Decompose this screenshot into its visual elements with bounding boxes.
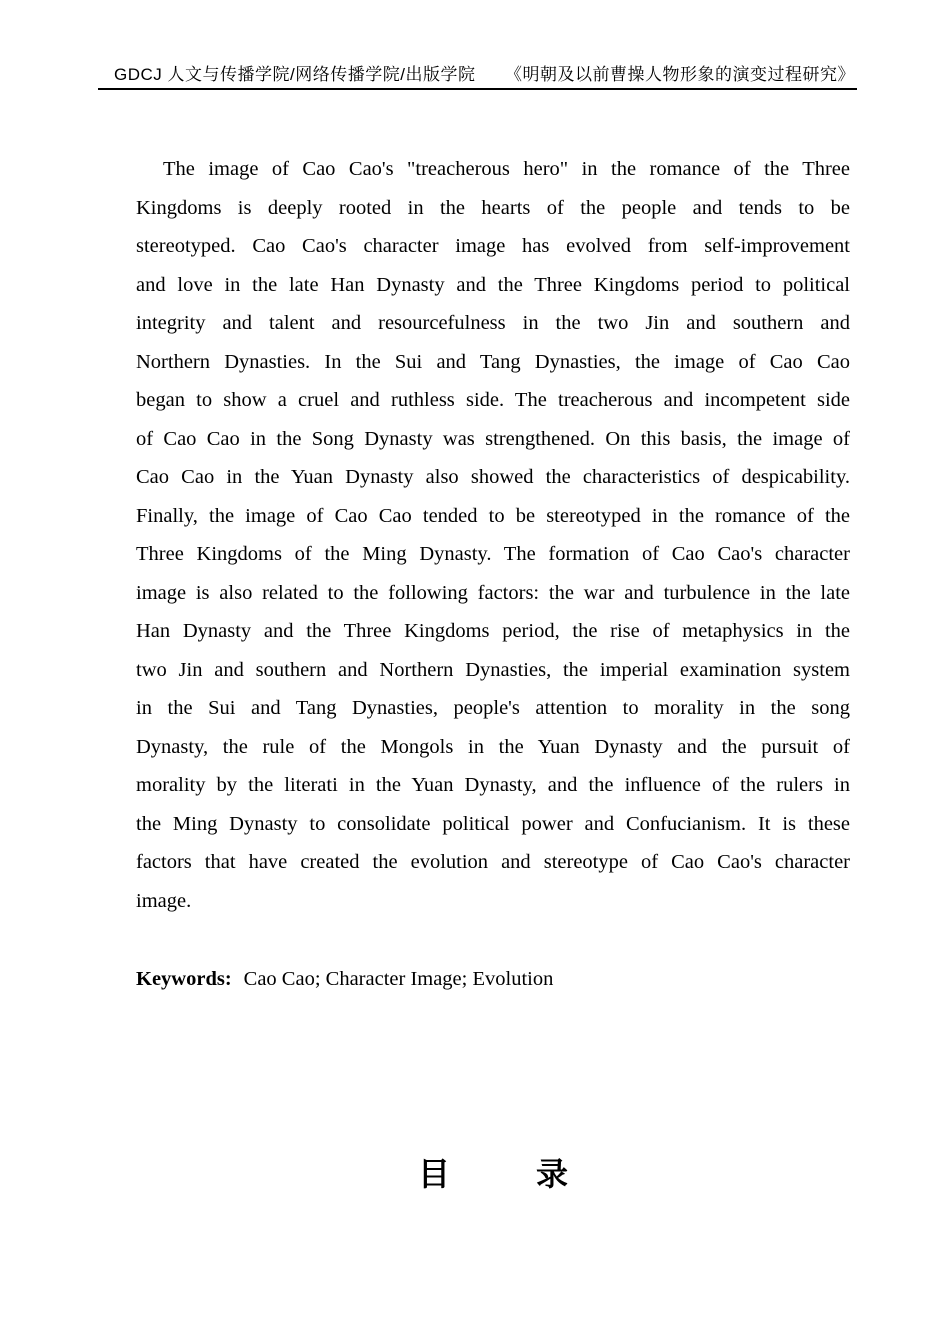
abstract-line: began to show a cruel and ruthless side. The treacherous and incompetent side [136,389,850,411]
abstract-line: Finally, the image of Cao Cao tended to be stereotyped in the romance of the [136,504,850,527]
abstract-paragraph [136,150,850,920]
abstract-line: Northern Dynasties. In the Sui and Tang Dynasties, the image of Cao Cao [136,350,850,373]
abstract-line: Han Dynasty and the Three Kingdoms period, the rise of metaphysics in the [136,620,850,642]
abstract-line: factors that have created the evolution and stereotype of Cao Cao's character [136,851,850,873]
keywords-value: Cao Cao; Character Image; Evolution [243,968,554,990]
abstract-line: the Ming Dynasty to consolidate political power and Confucianism. It is these [136,812,850,835]
abstract-line: Three Kingdoms of the Ming Dynasty. The formation of Cao Cao's character [136,543,850,565]
abstract-line: two Jin and southern and Northern Dynasties, the imperial examination system [136,658,850,681]
abstract-line: of Cao Cao in the Song Dynasty was strengthened. On this basis, the image of [136,427,850,450]
abstract-line: and love in the late Han Dynasty and the Three Kingdoms period to political [136,273,850,296]
abstract-line: Cao Cao in the Yuan Dynasty also showed the characteristics of despicability. [136,466,850,488]
abstract-line: image. [136,889,192,912]
abstract-line: stereotyped. Cao Cao's character image has evolved from self-improvement [136,235,850,257]
abstract-line: image is also related to the following factors: the war and turbulence in the late [136,581,850,604]
toc-heading [136,1152,850,1196]
abstract-line: Kingdoms is deeply rooted in the hearts of the people and tends to be [136,196,850,219]
page-header [98,60,857,90]
abstract-line: Dynasty, the rule of the Mongols in the Yuan Dynasty and the pursuit of [136,735,850,758]
toc-heading-char-1: 目 [417,1156,450,1192]
header-department-text: GDCJ 人文与传播学院/网络传播学院/出版学院 [114,65,476,84]
header-thesis-title-text: 《明朝及以前曹操人物形象的演变过程研究》 [505,65,855,84]
abstract-line: The image of Cao Cao's "treacherous hero" in the romance of the Three [163,158,850,180]
abstract-line: integrity and talent and resourcefulness in the two Jin and southern and [136,312,850,334]
keywords-label: Keywords: [136,968,232,990]
keywords-line [136,960,850,999]
abstract-line: morality by the literati in the Yuan Dynasty, and the influence of the rulers in [136,774,850,796]
toc-heading-char-2: 录 [536,1156,569,1192]
abstract-line: in the Sui and Tang Dynasties, people's attention to morality in the song [136,697,850,719]
